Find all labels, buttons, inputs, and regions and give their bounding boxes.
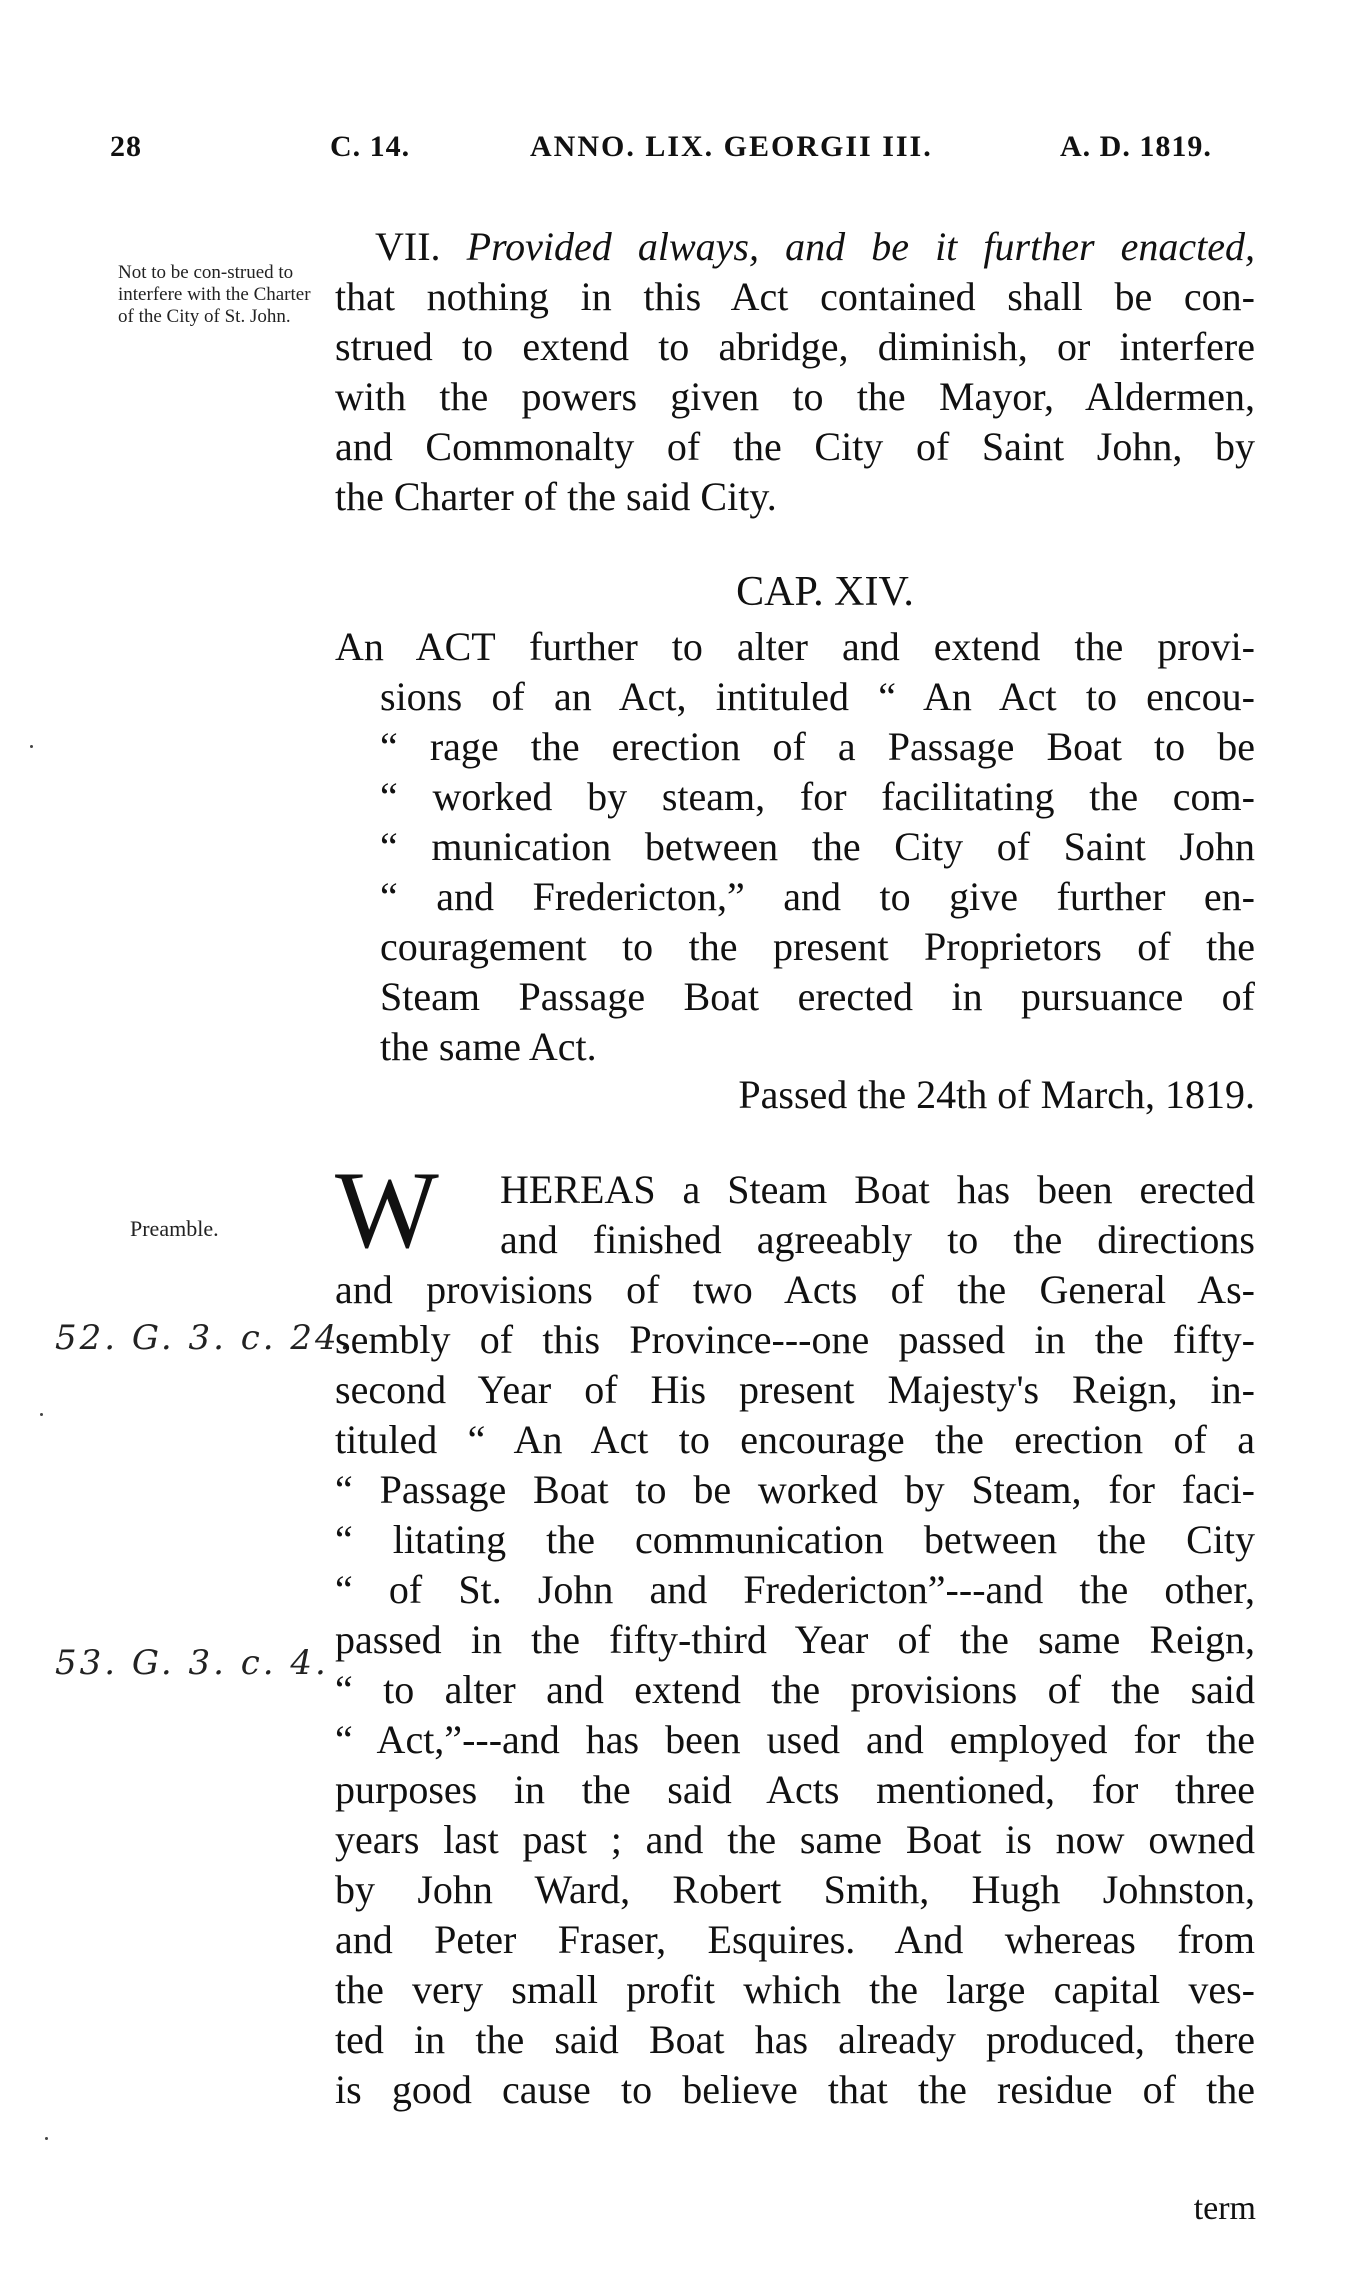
preamble-line: and finished agreeably to the directions [500, 1217, 1255, 1262]
preamble-line: ted in the said Boat has already produced, there [335, 2017, 1255, 2062]
page-number: 28 [110, 130, 142, 163]
drop-cap: W [335, 1149, 439, 1271]
preamble-line: “ of St. John and Fredericton”---and the other, [335, 1567, 1255, 1612]
preamble-line: tituled “ An Act to encourage the erection of a [335, 1417, 1255, 1462]
section7-line: the Charter of the said City. [335, 474, 777, 519]
preamble-line: passed in the fifty-third Year of the same Reign, [335, 1617, 1255, 1662]
preamble-line: sembly of this Province---one passed in the fifty- [335, 1317, 1255, 1362]
handwritten-annotation: 52. G. 3. c. 24. [55, 1318, 354, 1358]
act-title [335, 622, 1255, 1072]
preamble-line: by John Ward, Robert Smith, Hugh Johnston, [335, 1867, 1255, 1912]
chapter-number: C. 14. [330, 130, 411, 163]
act-title-line: Steam Passage Boat erected in pursuance of [380, 974, 1255, 1019]
preamble-line: HEREAS a Steam Boat has been erected [500, 1167, 1255, 1212]
act-title-line: “ worked by steam, for facilitating the com- [380, 774, 1255, 819]
preamble-line: “ Passage Boat to be worked by Steam, for faci- [335, 1467, 1255, 1512]
margin-note-section7: Not to be con-strued to interfere with the Charter of the City of St. John. [118, 262, 311, 327]
preamble-line: the very small profit which the large capital ves- [335, 1967, 1255, 2012]
act-title-line: An ACT further to alter and extend the provi- [335, 624, 1255, 669]
act-title-line: “ munication between the City of Saint John [380, 824, 1255, 869]
act-title-line: couragement to the present Proprietors of the [380, 924, 1255, 969]
preamble-line: years last past ; and the same Boat is now owned [335, 1817, 1255, 1862]
enacting-phrase: Provided always, and be it further enacted, [466, 224, 1256, 269]
scan-speck [40, 1413, 43, 1416]
year: A. D. 1819. [1060, 130, 1212, 163]
act-title-line: sions of an Act, intituled “ An Act to encou- [380, 674, 1255, 719]
section-7 [335, 222, 1255, 522]
handwritten-annotation: 53. G. 3. c. 4. [55, 1643, 329, 1683]
preamble-line: “ litating the communication between the City [335, 1517, 1255, 1562]
scan-speck [45, 2137, 48, 2140]
act-title-line: the same Act. [380, 1024, 597, 1069]
catchword: term [1193, 2190, 1256, 2227]
running-head [110, 130, 1260, 180]
preamble-line: is good cause to believe that the residue of the [335, 2067, 1255, 2112]
preamble-line: and Peter Fraser, Esquires. And whereas from [335, 1917, 1255, 1962]
preamble-line: “ to alter and extend the provisions of the said [335, 1667, 1255, 1712]
section7-line: that nothing in this Act contained shall be con- [335, 274, 1255, 319]
chapter-heading: CAP. XIV. [736, 569, 914, 615]
preamble [335, 1165, 1255, 2115]
preamble-line: “ Act,”---and has been used and employed for the [335, 1717, 1255, 1762]
margin-note-preamble: Preamble. [130, 1216, 219, 1241]
preamble-line: purposes in the said Acts mentioned, for three [335, 1767, 1255, 1812]
preamble-line: and provisions of two Acts of the General As- [335, 1267, 1255, 1312]
passed-date: Passed the 24th of March, 1819. [738, 1072, 1255, 1117]
preamble-line: second Year of His present Majesty's Reign, in- [335, 1367, 1255, 1412]
scan-speck [30, 745, 33, 748]
act-title-line: “ and Fredericton,” and to give further en- [380, 874, 1255, 919]
section7-line: VII. Provided always, and be it further enacted, [375, 224, 1256, 269]
section7-line: strued to extend to abridge, diminish, or interfere [335, 324, 1255, 369]
section7-line: and Commonalty of the City of Saint John, by [335, 424, 1255, 469]
act-title-line: “ rage the erection of a Passage Boat to be [380, 724, 1255, 769]
section7-line: with the powers given to the Mayor, Aldermen, [335, 374, 1255, 419]
running-title: ANNO. LIX. GEORGII III. [530, 130, 933, 163]
